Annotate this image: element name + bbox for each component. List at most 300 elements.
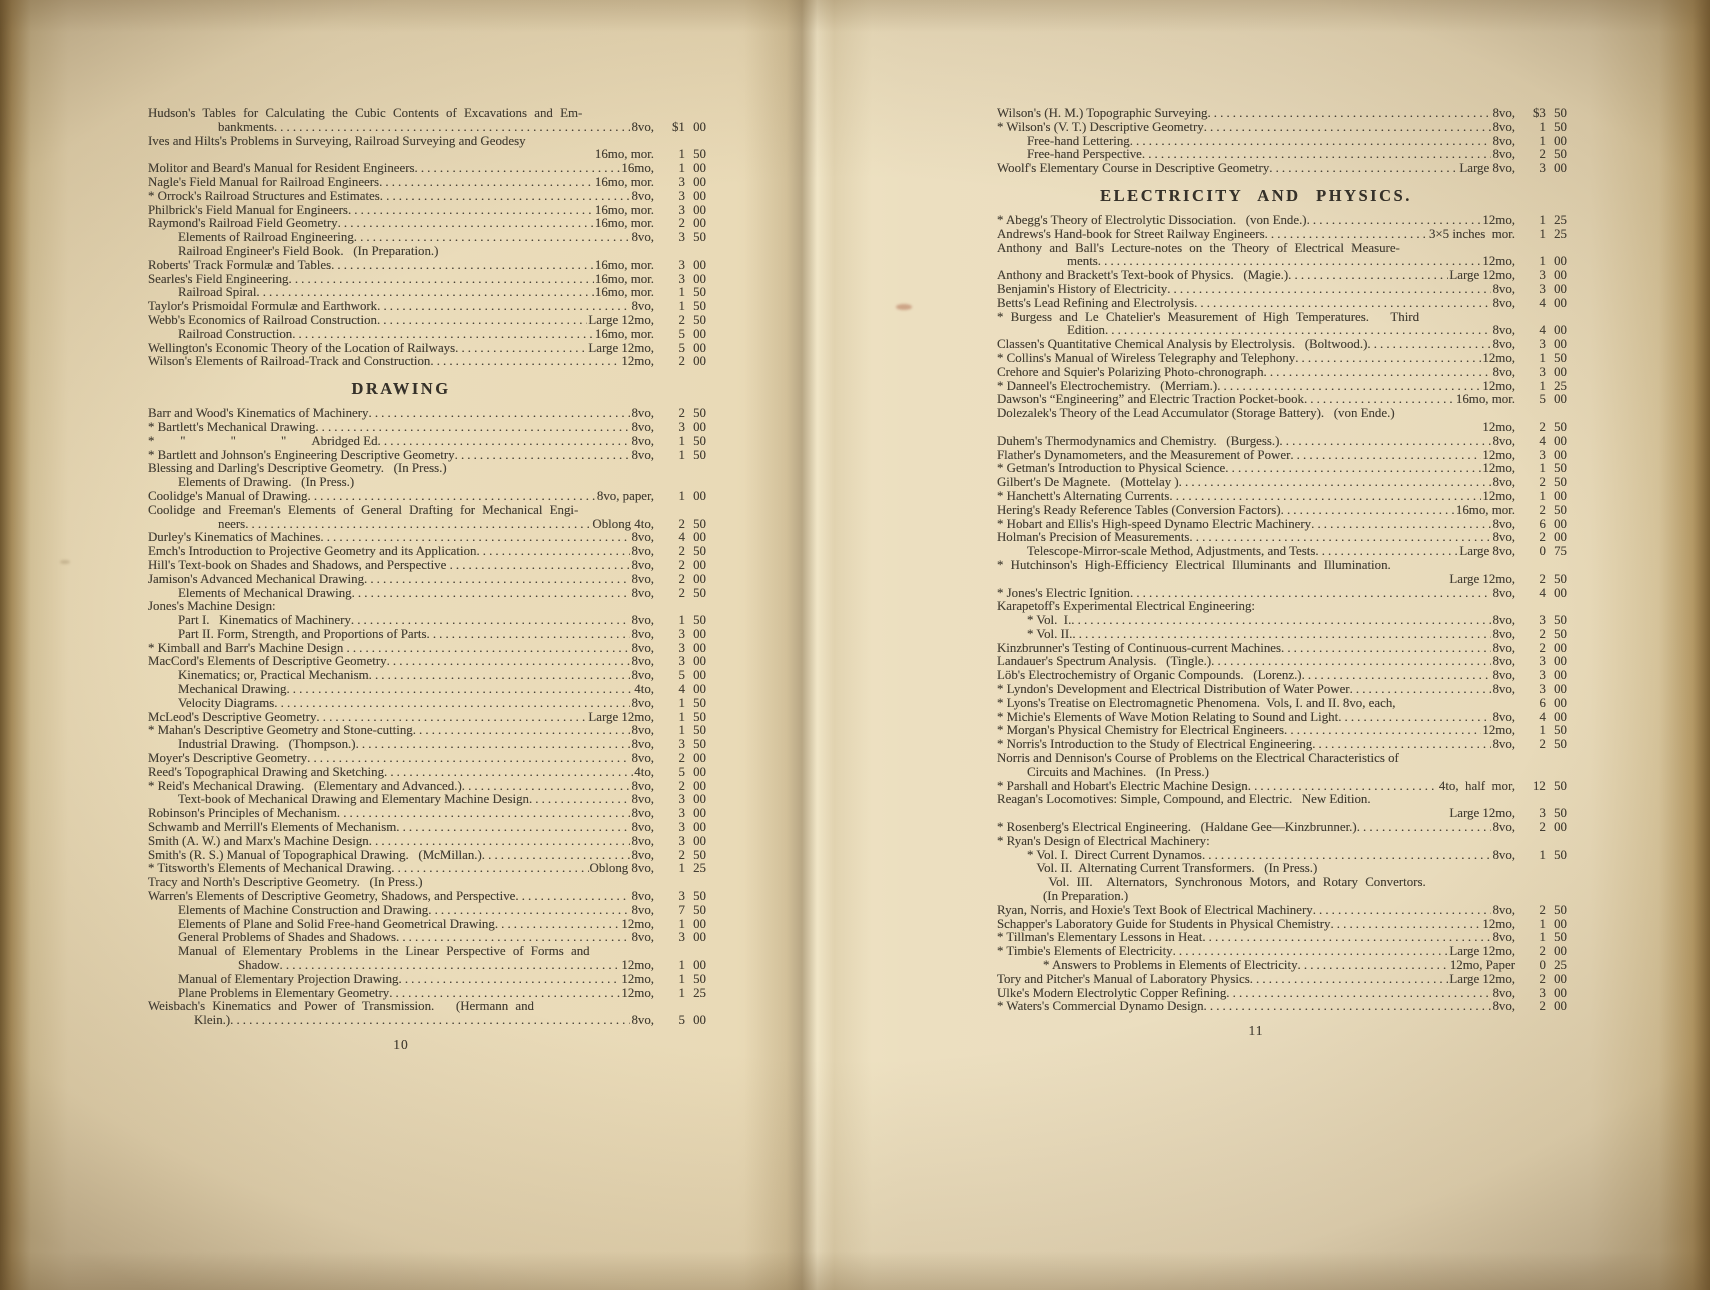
entry-title: * Collins's Manual of Wireless Telegraphy and Telephony	[997, 350, 1296, 365]
catalog-entry	[148, 738, 706, 752]
catalog-entry	[148, 148, 706, 162]
entry-price: 1 50	[1539, 930, 1567, 945]
entry-format: 8vo,	[631, 902, 654, 917]
dot-leader	[1279, 435, 1491, 449]
entry-price: 4 00	[1539, 433, 1567, 448]
dot-leader	[384, 766, 633, 780]
entry-price: 1 25	[1539, 378, 1567, 393]
entry-title: Blessing and Darling's Descriptive Geometry. (In Press.)	[148, 461, 447, 476]
dot-leader	[1173, 945, 1449, 959]
entry-price: 3 00	[1539, 668, 1567, 683]
entry-title: Webb's Economics of Railroad Construction	[148, 312, 377, 327]
entry-price: 1 25	[678, 985, 706, 1000]
entry-format: Large 8vo,	[1459, 161, 1515, 176]
entry-format: 8vo,	[631, 299, 654, 314]
entry-title: Wilson's (H. M.) Topographic Surveying	[997, 106, 1208, 120]
entry-title: Weisbach's Kinematics and Power of Transmission. (Hermann and	[148, 999, 534, 1014]
entry-title: Philbrick's Field Manual for Engineers	[148, 202, 348, 217]
dot-leader	[378, 435, 631, 449]
entry-format: 8vo,	[1492, 902, 1515, 917]
catalog-entry	[997, 987, 1567, 1001]
entry-price: 2 00	[1539, 640, 1567, 655]
entry-title: Andrews's Hand-book for Street Railway Engineers	[997, 226, 1265, 241]
entry-price: 2 50	[678, 544, 706, 559]
entry-format: 8vo,	[631, 847, 654, 862]
dot-leader	[308, 490, 596, 504]
entry-price: 3 00	[1539, 281, 1567, 296]
entry-format: 8vo,	[631, 530, 654, 545]
catalog-entry	[148, 573, 706, 587]
entry-title: Warren's Elements of Descriptive Geometry, Shadows, and Perspective	[148, 889, 516, 904]
catalog-entry	[997, 642, 1567, 656]
entry-format: 8vo,	[631, 695, 654, 710]
catalog-entry	[148, 231, 706, 245]
catalog-entry	[148, 628, 706, 642]
catalog-entry	[148, 490, 706, 504]
dot-leader	[1226, 987, 1491, 1001]
dot-leader	[1265, 228, 1428, 242]
entry-format: Large 12mo,	[588, 340, 654, 355]
catalog-entry	[148, 545, 706, 559]
entry-price: 3 00	[1539, 337, 1567, 352]
catalog-entry	[148, 121, 706, 135]
catalog-entry	[997, 214, 1567, 228]
entry-title: Norris and Dennison's Course of Problems on the Electrical Characteristics of	[997, 751, 1399, 766]
catalog-entry	[148, 945, 706, 959]
entry-price: 1 00	[678, 958, 706, 973]
entry-format: 12mo,	[1482, 488, 1515, 503]
entry-price: 3 00	[1539, 654, 1567, 669]
dot-leader	[476, 545, 630, 559]
entry-price: 3 00	[678, 419, 706, 434]
dot-leader	[369, 835, 631, 849]
entry-title: Anthony and Brackett's Text-book of Physics. (Magie.)	[997, 268, 1289, 283]
catalog-entry	[148, 204, 706, 218]
dot-leader	[1264, 366, 1492, 380]
entry-price: 0 25	[1539, 958, 1567, 973]
entry-title: Klein.)	[194, 1013, 231, 1028]
entry-price: 1 00	[1539, 488, 1567, 503]
entry-format: 4to,	[634, 764, 654, 779]
dot-leader	[1202, 849, 1491, 863]
entry-price: 1 50	[678, 723, 706, 738]
entry-title: * Norris's Introduction to the Study of Electrical Engineering	[997, 737, 1313, 752]
entry-format: 16mo, mor.	[594, 216, 654, 231]
dot-leader	[280, 959, 621, 973]
entry-price: 6 00	[1539, 695, 1567, 710]
catalog-entry	[148, 655, 706, 669]
entry-title: Elements of Drawing. (In Press.)	[178, 475, 355, 490]
dot-leader	[1330, 918, 1481, 932]
entry-title: Robinson's Principles of Mechanism	[148, 806, 337, 821]
entry-title: Ulke's Modern Electrolytic Copper Refining	[997, 985, 1227, 1000]
entry-format: 8vo,	[631, 613, 654, 628]
catalog-entry	[997, 752, 1567, 766]
dot-leader	[292, 328, 594, 342]
entry-price: 4 00	[1539, 585, 1567, 600]
dot-leader	[1281, 642, 1491, 656]
catalog-entry	[997, 835, 1567, 849]
catalog-entry	[997, 890, 1567, 904]
entry-format: 8vo,	[1492, 654, 1515, 669]
entry-price: 1 50	[1539, 350, 1567, 365]
paper-stain	[896, 304, 912, 310]
entry-title: Moyer's Descriptive Geometry	[148, 751, 308, 766]
catalog-entry	[997, 559, 1567, 573]
entry-price: 5 00	[678, 340, 706, 355]
page-number-right: 11	[1248, 1023, 1264, 1039]
entry-price: 7 50	[678, 902, 706, 917]
page-right	[997, 107, 1567, 1038]
dot-leader	[515, 890, 630, 904]
catalog-entry	[997, 531, 1567, 545]
dot-leader	[1288, 269, 1448, 283]
dot-leader	[1307, 214, 1482, 228]
catalog-entry	[148, 973, 706, 987]
entry-format: 8vo,	[1492, 106, 1515, 120]
entry-format: 8vo,	[631, 668, 654, 683]
entry-title: Reagan's Locomotives: Simple, Compound, and Electric. New Edition.	[997, 792, 1371, 807]
entry-format: 8vo,	[631, 792, 654, 807]
entry-title: McLeod's Descriptive Geometry	[148, 709, 317, 724]
catalog-entry	[997, 107, 1567, 121]
entry-title: Elements of Mechanical Drawing	[178, 585, 352, 600]
entry-format: 8vo,	[631, 626, 654, 641]
entry-format: 8vo,	[631, 557, 654, 572]
dot-leader	[430, 355, 620, 369]
dot-leader	[1367, 338, 1491, 352]
entry-format: Large 8vo,	[1459, 544, 1515, 559]
dot-leader	[1313, 904, 1492, 918]
entry-title: Plane Problems in Elementary Geometry	[178, 985, 390, 1000]
dot-leader	[230, 1014, 630, 1028]
catalog-entry	[997, 135, 1567, 149]
entry-title: * Ryan's Design of Electrical Machinery:	[997, 833, 1210, 848]
entry-title: * Bartlett's Mechanical Drawing	[148, 419, 316, 434]
entry-title: * Waters's Commercial Dynamo Design	[997, 999, 1204, 1014]
entry-price: 1 00	[678, 488, 706, 503]
entry-title: * Hutchinson's High-Efficiency Electrical Illuminants and Illumination.	[997, 557, 1391, 572]
entry-format: 8vo,	[631, 723, 654, 738]
entry-format: 12mo,	[1482, 447, 1515, 462]
entry-format: 8vo,	[631, 778, 654, 793]
entry-format: 8vo,	[1492, 626, 1515, 641]
dot-leader	[387, 655, 631, 669]
dot-leader	[1130, 587, 1491, 601]
entry-title: Jones's Machine Design:	[148, 599, 276, 614]
dot-leader	[389, 987, 620, 1001]
entry-format: 12mo, Paper	[1449, 958, 1515, 973]
entry-format: 12mo,	[621, 985, 654, 1000]
entry-price: 1 50	[678, 971, 706, 986]
dot-leader	[351, 614, 631, 628]
entry-format: 8vo,	[1492, 640, 1515, 655]
entry-title: Duhem's Thermodynamics and Chemistry. (Burgess.)	[997, 433, 1280, 448]
entry-title: Ryan, Norris, and Hoxie's Text Book of Electrical Machinery	[997, 902, 1313, 917]
entry-title: Elements of Railroad Engineering	[178, 230, 354, 245]
entry-price: 3 00	[678, 271, 706, 286]
entry-price: 3 00	[1539, 268, 1567, 283]
catalog-entry	[148, 807, 706, 821]
catalog-entry	[997, 545, 1567, 559]
entry-price: 3 00	[678, 257, 706, 272]
entry-format: 8vo,	[631, 1013, 654, 1028]
entry-price: 2 00	[1539, 999, 1567, 1014]
entry-title: Industrial Drawing. (Thompson.)	[178, 737, 356, 752]
catalog-entry	[997, 393, 1567, 407]
entry-price: 1 50	[1539, 723, 1567, 738]
dot-leader	[338, 217, 594, 231]
entry-title: Holman's Precision of Measurements	[997, 530, 1190, 545]
entry-title: General Problems of Shades and Shadows	[178, 930, 397, 945]
entry-price: 2 00	[678, 571, 706, 586]
entry-price: 1 50	[678, 709, 706, 724]
catalog-entry	[997, 352, 1567, 366]
entry-title: Vol. III. Alternators, Synchronous Motors, and Rotary Convertors.	[1027, 875, 1426, 890]
catalog-entry	[997, 614, 1567, 628]
entry-title: * Timbie's Elements of Electricity	[997, 944, 1173, 959]
dot-leader	[1142, 148, 1492, 162]
catalog-entry	[997, 766, 1567, 780]
dot-leader	[1315, 545, 1458, 559]
dot-leader	[348, 204, 594, 218]
entry-title: Smith (A. W.) and Marx's Machine Design	[148, 833, 369, 848]
entry-format: 16mo, mor.	[594, 326, 654, 341]
entry-title: Smith's (R. S.) Manual of Topographical Drawing. (McMillan.)	[148, 847, 482, 862]
entry-title: * Hanchett's Alternating Currents	[997, 488, 1170, 503]
entry-price: 1 25	[1539, 212, 1567, 227]
dot-leader	[1338, 711, 1491, 725]
entry-format: 8vo,	[1492, 133, 1515, 148]
entry-format: 8vo,	[1492, 985, 1515, 1000]
entry-title: Manual of Elementary Projection Drawing	[178, 971, 399, 986]
entry-format: 16mo, mor.	[594, 174, 654, 189]
catalog-entry	[148, 849, 706, 863]
dot-leader	[495, 918, 621, 932]
entry-title: Manual of Elementary Problems in the Linear Perspective of Forms and	[178, 944, 590, 959]
entry-title: Tory and Pitcher's Manual of Laboratory Physics	[997, 971, 1250, 986]
dot-leader	[1204, 1000, 1492, 1014]
dot-leader	[1211, 655, 1491, 669]
entry-format: 12mo,	[1482, 350, 1515, 365]
catalog-entry	[997, 421, 1567, 435]
catalog-entry	[997, 904, 1567, 918]
catalog-entry	[148, 587, 706, 601]
dot-leader	[347, 642, 631, 656]
dot-leader	[391, 862, 588, 876]
entry-format: 12mo,	[1482, 916, 1515, 931]
entry-title: * Rosenberg's Electrical Engineering. (Haldane Gee—Kinzbrunner.)	[997, 820, 1357, 835]
entry-title: Flather's Dynamometers, and the Measurement of Power	[997, 447, 1291, 462]
entry-format: 8vo,	[631, 119, 654, 134]
entry-price: 5 00	[1539, 392, 1567, 407]
entry-format: Large 12mo,	[1449, 571, 1515, 586]
dot-leader	[307, 752, 630, 766]
catalog-entry	[148, 531, 706, 545]
entry-price: 2 00	[678, 557, 706, 572]
entry-price: 3 50	[678, 230, 706, 245]
entry-format: 8vo,	[1492, 682, 1515, 697]
entry-title: Molitor and Beard's Manual for Resident Engineers	[148, 161, 415, 176]
entry-title: Landauer's Spectrum Analysis. (Tingle.)	[997, 654, 1212, 669]
entry-title: * Kimball and Barr's Machine Design	[148, 640, 347, 655]
catalog-entry	[148, 476, 706, 490]
entry-price: 1 50	[678, 695, 706, 710]
entry-title: Part I. Kinematics of Machinery	[178, 613, 351, 628]
entry-price: 3 00	[1539, 364, 1567, 379]
catalog-entry	[997, 587, 1567, 601]
entry-price: 3 50	[678, 737, 706, 752]
entry-format: 8vo,	[631, 640, 654, 655]
entry-price: 3 00	[678, 792, 706, 807]
catalog-entry	[148, 407, 706, 421]
catalog-entry	[148, 890, 706, 904]
entry-price: 1 50	[1539, 847, 1567, 862]
entry-price: 3 00	[678, 806, 706, 821]
entry-format: 12mo,	[1482, 461, 1515, 476]
dot-leader	[286, 683, 633, 697]
entry-title: Velocity Diagrams	[178, 695, 275, 710]
entry-title: Railroad Engineer's Field Book. (In Preparation.)	[178, 243, 439, 258]
entry-title: Coolidge's Manual of Drawing	[148, 488, 308, 503]
catalog-entry	[148, 959, 706, 973]
entry-title: Wellington's Economic Theory of the Location of Railways	[148, 340, 456, 355]
entry-price: 1 50	[678, 147, 706, 162]
catalog-entry	[997, 311, 1567, 325]
entry-format: 16mo, mor.	[594, 202, 654, 217]
entry-format: 12mo,	[1482, 723, 1515, 738]
entry-format: 8vo,	[1492, 516, 1515, 531]
dot-leader	[413, 724, 631, 738]
entry-price: $1 00	[671, 119, 706, 134]
catalog-entry	[148, 766, 706, 780]
dot-leader	[380, 190, 631, 204]
catalog-entry	[997, 628, 1567, 642]
entry-price: 3 00	[678, 930, 706, 945]
entry-format: 8vo,	[631, 188, 654, 203]
entry-price: 3 50	[1539, 613, 1567, 628]
entry-title: Hering's Ready Reference Tables (Conversion Factors)	[997, 502, 1281, 517]
entry-format: 8vo, paper,	[596, 488, 654, 503]
catalog-entry	[148, 300, 706, 314]
entry-format: 8vo,	[631, 806, 654, 821]
entry-format: 8vo,	[631, 230, 654, 245]
entry-format: 8vo,	[1492, 585, 1515, 600]
entry-price: 3 00	[1539, 985, 1567, 1000]
catalog-entry	[148, 876, 706, 890]
entry-title: Schwamb and Merrill's Elements of Mechanism	[148, 820, 397, 835]
catalog-entry	[997, 931, 1567, 945]
dot-leader	[274, 697, 630, 711]
catalog-entry	[997, 849, 1567, 863]
dot-leader	[462, 780, 631, 794]
entry-title: Telescope-Mirror-scale Method, Adjustments, and Tests	[1027, 544, 1316, 559]
dot-leader	[1350, 683, 1492, 697]
dot-leader	[1302, 669, 1492, 683]
catalog-entry	[148, 1014, 706, 1028]
catalog-entry	[148, 821, 706, 835]
entry-price: 3 50	[1539, 806, 1567, 821]
catalog-entry	[997, 228, 1567, 242]
entry-format: 8vo,	[631, 585, 654, 600]
entry-title: neers	[218, 516, 246, 531]
entry-price: 1 50	[1539, 461, 1567, 476]
entry-title: Anthony and Ball's Lecture-notes on the Theory of Electrical Measure-	[997, 240, 1400, 255]
catalog-entry	[148, 669, 706, 683]
entry-price: 2 50	[678, 847, 706, 862]
catalog-entry	[997, 876, 1567, 890]
entry-format: 8vo,	[1492, 119, 1515, 134]
entry-price: 1 50	[678, 613, 706, 628]
catalog-entry	[997, 435, 1567, 449]
entry-price: 3 00	[678, 640, 706, 655]
entry-format: 8vo,	[1492, 281, 1515, 296]
section-heading: DRAWING	[351, 379, 451, 399]
entry-format: 16mo,	[621, 161, 654, 176]
entry-price: 2 00	[678, 778, 706, 793]
entry-title: Text-book of Mechanical Drawing and Elementary Machine Design	[178, 792, 529, 807]
dot-leader	[1202, 931, 1491, 945]
entry-title: Betts's Lead Refining and Electrolysis	[997, 295, 1195, 310]
entry-format: 12mo,	[1482, 212, 1515, 227]
catalog-entry	[997, 407, 1567, 421]
catalog-entry	[997, 283, 1567, 297]
entry-title: Shadow	[238, 958, 280, 973]
entry-title: Benjamin's History of Electricity	[997, 281, 1168, 296]
dot-leader	[369, 669, 631, 683]
entry-format: 8vo,	[1492, 737, 1515, 752]
catalog-entry	[997, 490, 1567, 504]
entry-price: 4 00	[1539, 323, 1567, 338]
catalog-entry	[997, 793, 1567, 807]
entry-format: 8vo,	[631, 930, 654, 945]
dot-leader	[1281, 504, 1455, 518]
catalog-entry	[148, 135, 706, 149]
entry-title: * Danneel's Electrochemistry. (Merriam.)	[997, 378, 1218, 393]
catalog-entry	[148, 314, 706, 328]
entry-format: 8vo,	[1492, 847, 1515, 862]
catalog-entry	[997, 338, 1567, 352]
entry-price: 3 00	[678, 654, 706, 669]
entry-format: Large 12mo,	[1449, 944, 1515, 959]
entry-format: 8vo,	[631, 447, 654, 462]
entry-title: * Morgan's Physical Chemistry for Electrical Engineers	[997, 723, 1285, 738]
catalog-entry	[997, 573, 1567, 587]
entry-price: 5 00	[678, 668, 706, 683]
catalog-entry	[997, 738, 1567, 752]
catalog-entry	[997, 242, 1567, 256]
catalog-entry	[997, 148, 1567, 162]
entry-format: 12mo,	[621, 958, 654, 973]
dot-leader	[1311, 518, 1491, 532]
entry-title: * Tillman's Elementary Lessons in Heat	[997, 930, 1203, 945]
entry-title: Railroad Construction	[178, 326, 293, 341]
entry-title: * Wilson's (V. T.) Descriptive Geometry	[997, 119, 1204, 134]
entry-title: * Lyons's Treatise on Electromagnetic Phenomena. Vols, I. and II. 8vo, each,	[997, 695, 1396, 710]
entry-format: 8vo,	[1492, 433, 1515, 448]
dot-leader	[337, 807, 631, 821]
catalog-entry	[148, 518, 706, 532]
dot-leader	[1312, 738, 1491, 752]
entry-price: 5 00	[678, 764, 706, 779]
catalog-entry	[148, 462, 706, 476]
entry-format: 4to,	[634, 682, 654, 697]
dot-leader	[289, 273, 594, 287]
catalog-right	[997, 107, 1567, 1014]
dot-leader	[1207, 107, 1491, 121]
entry-format: 8vo,	[631, 433, 654, 448]
dot-leader	[396, 821, 630, 835]
